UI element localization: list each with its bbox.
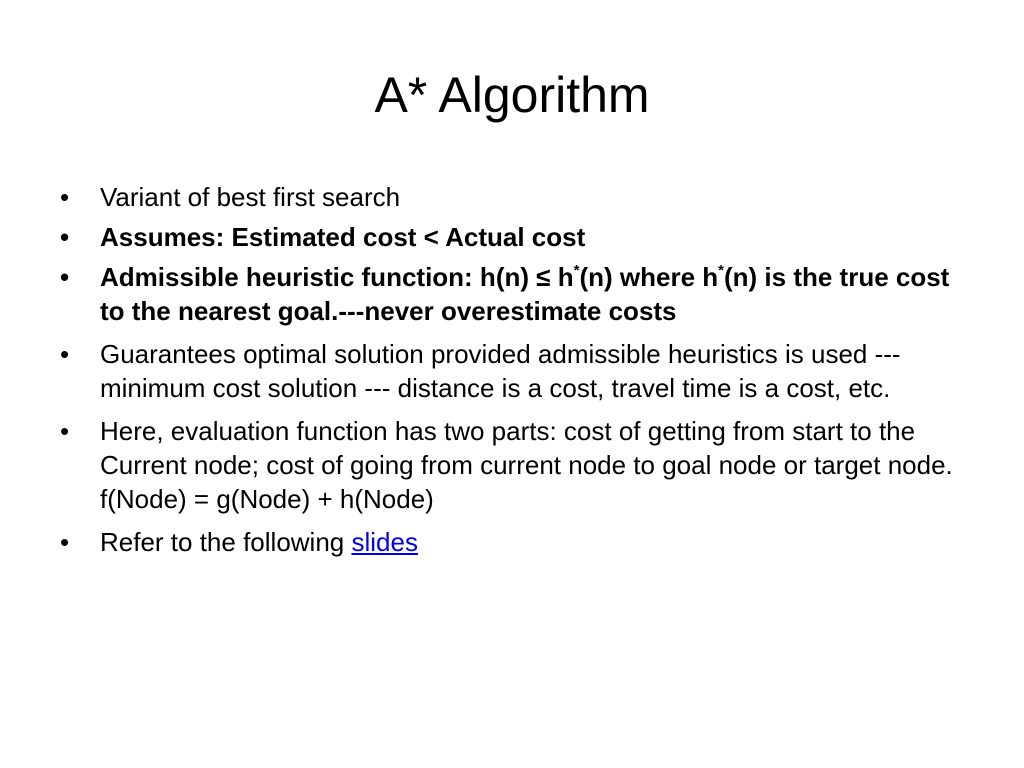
bullet-list (60, 180, 970, 568)
bullet-text: Here, evaluation function has two parts: cost of getting from start to the Current node; cost of going from current node to goal node or target node. f(Node) = g(Node) + h(Node) (100, 416, 953, 514)
bullet-icon: • (60, 339, 70, 369)
bullet-icon: • (60, 262, 70, 292)
bullet-text: Guarantees optimal solution provided admissible heuristics is used ---minimum cost solution --- distance is a cost, travel time is a cost, etc. (100, 339, 901, 403)
bullet-item-evaluation-function (60, 414, 970, 516)
superscript-star: * (718, 262, 724, 279)
bullet-text: Assumes: Estimated cost < Actual cost (100, 222, 586, 252)
slides-link[interactable]: slides (351, 527, 418, 557)
bullet-item-admissible-heuristic (60, 260, 970, 328)
bullet-text-part: (n) is the true cost to the nearest goal.---never overestimate costs (100, 262, 950, 326)
bullet-icon: • (60, 222, 70, 252)
bullet-icon: • (60, 416, 70, 446)
superscript-star: * (573, 262, 580, 279)
bullet-text-part: Admissible heuristic function: h(n) ≤ h (100, 262, 574, 292)
bullet-item-assumes (60, 220, 970, 254)
slide-title: A* Algorithm (374, 67, 650, 123)
bullet-text: Refer to the following (100, 527, 352, 557)
bullet-icon: • (60, 182, 70, 212)
bullet-text-part: (n) where h (579, 262, 719, 292)
bullet-text: Variant of best first search (100, 182, 401, 212)
bullet-item-refer (60, 525, 970, 559)
bullet-item-variant (60, 180, 970, 214)
bullet-item-guarantees (60, 337, 970, 405)
bullet-icon: • (60, 527, 70, 557)
